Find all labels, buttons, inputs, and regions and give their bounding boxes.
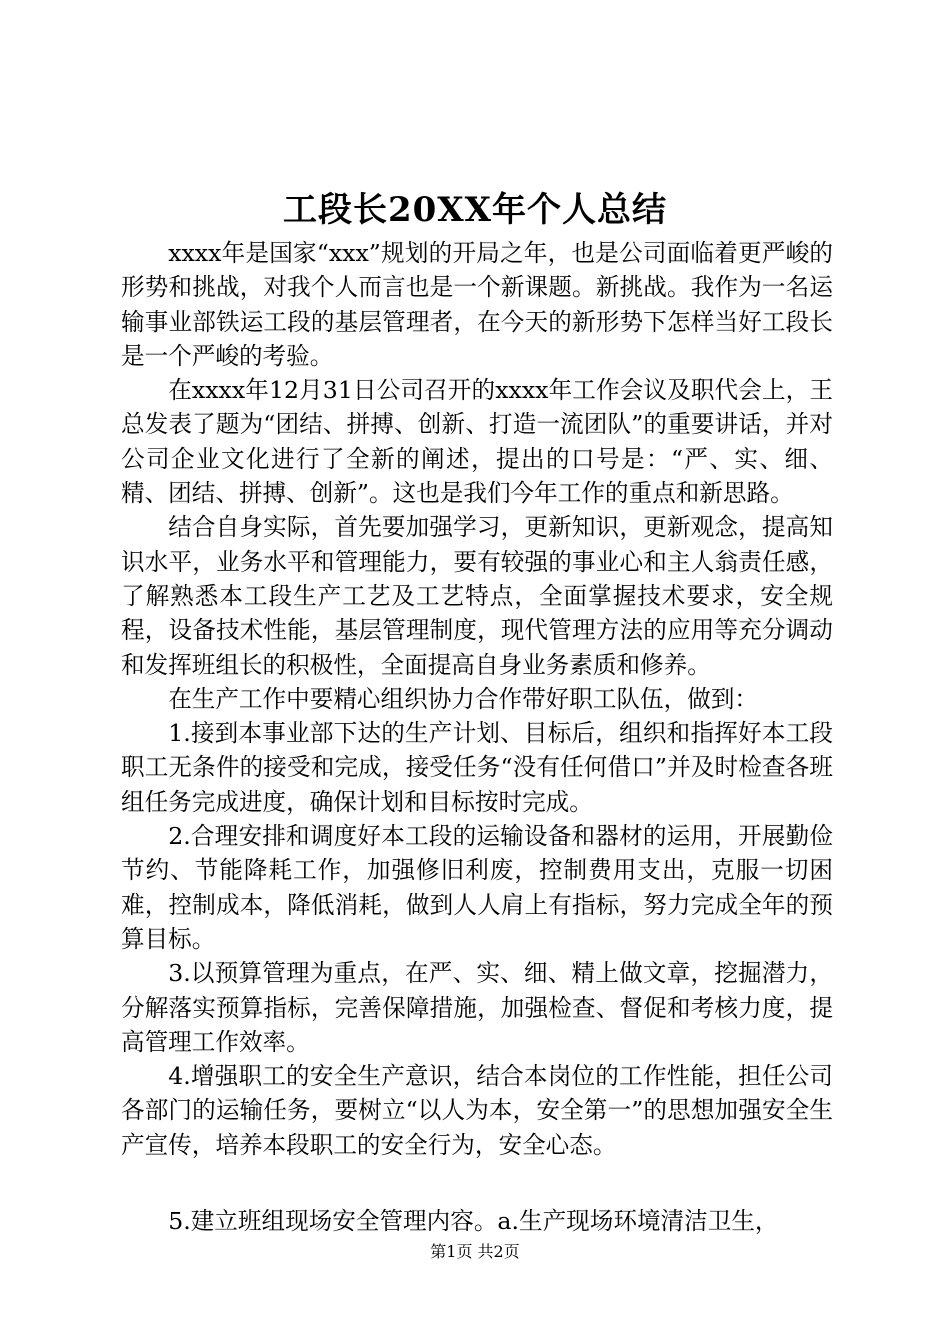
paragraph-gap [121, 1162, 833, 1204]
paragraph-2: 在xxxx年12月31日公司召开的xxxx年工作会议及职代会上，王总发表了题为“团结、拼搏、创新、打造一流团队”的重要讲话，并对公司企业文化进行了全新的阐述，提出的口号是：“严、实、细、精、团结、拼搏、创新”。这也是我们今年工作的重点和新思路。 [121, 376, 833, 508]
list-item-4: 4.增强职工的安全生产意识，结合本岗位的工作性能，担任公司各部门的运输任务，要树立“以人为本，安全第一”的思想加强安全生产宣传，培养本段职工的安全行为，安全心态。 [121, 1062, 833, 1159]
document-body [121, 236, 833, 1238]
paragraph-1: xxxx年是国家“xxx”规划的开局之年，也是公司面临着更严峻的形势和挑战，对我个人而言也是一个新课题。新挑战。我作为一名运输事业部铁运工段的基层管理者，在今天的新形势下怎样当好工段长是一个严峻的考验。 [121, 239, 833, 370]
list-item-2: 2.合理安排和调度好本工段的运输设备和器材的运用，开展勤俭节约、节能降耗工作，加强修旧利废，控制费用支出，克服一切困难，控制成本，降低消耗，做到人人肩上有指标，努力完成全年的预算目标。 [121, 822, 833, 953]
list-item-1: 1.接到本事业部下达的生产计划、目标后，组织和指挥好本工段职工无条件的接受和完成，接受任务“没有任何借口”并及时检查各班组任务完成进度，确保计划和目标按时完成。 [121, 719, 833, 816]
list-item-5: 5.建立班组现场安全管理内容。a.生产现场环境清洁卫生， [168, 1207, 779, 1236]
page-footer: 第1页 共2页 [430, 1242, 520, 1261]
document-title: 工段长20XX年个人总结 [282, 190, 668, 230]
paragraph-3: 结合自身实际，首先要加强学习，更新知识，更新观念，提高知识水平，业务水平和管理能力，要有较强的事业心和主人翁责任感，了解熟悉本工段生产工艺及工艺特点，全面掌握技术要求，安全规程，设备技术性能，基层管理制度，现代管理方法的应用等充分调动和发挥班组长的积极性，全面提高自身业务素质和修养。 [121, 513, 833, 679]
paragraph-4: 在生产工作中要精心组织协力合作带好职工队伍，做到： [168, 684, 759, 713]
list-item-3: 3.以预算管理为重点，在严、实、细、精上做文章，挖掘潜力，分解落实预算指标，完善保障措施，加强检查、督促和考核力度，提高管理工作效率。 [121, 959, 833, 1056]
